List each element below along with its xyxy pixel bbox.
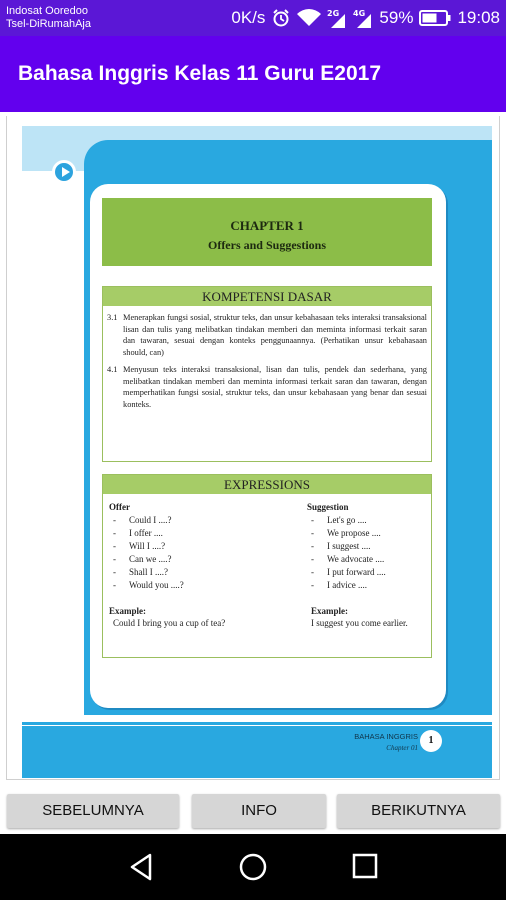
kompetensi-item [103,312,431,358]
expressions-box [102,474,432,658]
list-item: - I offer .... [109,527,299,540]
list-item: - Let's go .... [307,514,429,527]
svg-text:2G: 2G [327,9,340,18]
kompetensi-dasar-box [102,286,432,462]
suggestion-column [307,501,429,628]
list-item: - We advocate .... [307,553,429,566]
list-item: - Shall I ....? [109,566,299,579]
recent-apps-icon[interactable] [352,853,378,884]
chapter-title: Offers and Suggestions [207,238,326,252]
suggestion-list [307,514,429,592]
footer-chapter: Chapter 01 [386,744,418,752]
offer-column [109,501,299,628]
home-icon[interactable] [238,852,268,887]
suggestion-title: Suggestion [307,502,349,512]
chapter-number: CHAPTER 1 [230,218,304,233]
list-item: - I advice .... [307,579,429,592]
list-item: - Will I ....? [109,540,299,553]
offer-example-label: Example: [109,606,146,616]
carrier-line-2: Tsel-DiRumahAja [6,18,91,30]
signal-4g-icon [353,8,373,28]
offer-title: Offer [109,502,130,512]
carrier-info [6,5,91,31]
play-circle-icon [52,160,76,184]
clock: 19:08 [457,8,500,27]
alarm-icon [271,8,291,28]
chapter-header [102,198,432,266]
carrier-line-1: Indosat Ooredoo [6,5,88,17]
suggestion-example-label: Example: [311,606,348,616]
expressions-header: EXPRESSIONS [103,475,431,494]
status-bar [0,0,506,36]
app-bar [0,36,506,112]
network-speed: 0K/s [231,8,266,27]
battery-percent: 59% [379,8,414,27]
list-item: - Could I ....? [109,514,299,527]
list-item: - I suggest .... [307,540,429,553]
list-item: - We propose .... [307,527,429,540]
page-number: 1 [420,730,442,752]
battery-icon [419,9,451,27]
kompetensi-number: 4.1 [107,365,118,374]
kompetensi-header: KOMPETENSI DASAR [103,287,431,306]
kompetensi-item [103,364,431,410]
offer-example-text: Could I bring you a cup of tea? [113,618,226,628]
next-button[interactable]: BERIKUTNYA [337,794,500,828]
footer-divider [22,722,492,725]
list-item: - I put forward .... [307,566,429,579]
kompetensi-text: Menyusun teks interaksi transaksional, lisan dan tulis, pendek dan sederhana, yang melibatkan tindakan memberi dan meminta informasi terkait saran dan tawaran, dengan memperhatikan fungsi sosial, struktur teks, dan unsur kebahasaan yang benar dan sesuai konteks. [123,365,427,409]
app-title: Bahasa Inggris Kelas 11 Guru E2017 [18,62,382,85]
kompetensi-number: 3.1 [107,313,118,322]
wifi-icon [297,9,321,27]
page-viewer[interactable] [0,112,506,794]
suggestion-example-text: I suggest you come earlier. [311,618,408,628]
list-item: - Would you ....? [109,579,299,592]
signal-2g-icon [327,8,347,28]
svg-text:4G: 4G [353,9,366,18]
footer-book-title: BAHASA INGGRIS [354,732,418,741]
navigation-buttons [0,794,506,834]
list-item: - Can we ....? [109,553,299,566]
offer-list [109,514,299,592]
status-indicators [231,6,500,30]
back-icon[interactable] [128,852,154,887]
system-nav-bar [0,834,506,900]
info-button[interactable]: INFO [192,794,326,828]
book-page-image [22,126,492,780]
previous-button[interactable]: SEBELUMNYA [7,794,179,828]
kompetensi-text: Menerapkan fungsi sosial, struktur teks, dan unsur kebahasaan teks interaksi transaksional lisan dan tulis yang melibatkan tindakan memberi dan meminta informasi terkait saran dan tawaran, sesuai dengan konteks penggunaannya. (Perhatikan unsur kebahasaan should, can) [123,313,427,357]
